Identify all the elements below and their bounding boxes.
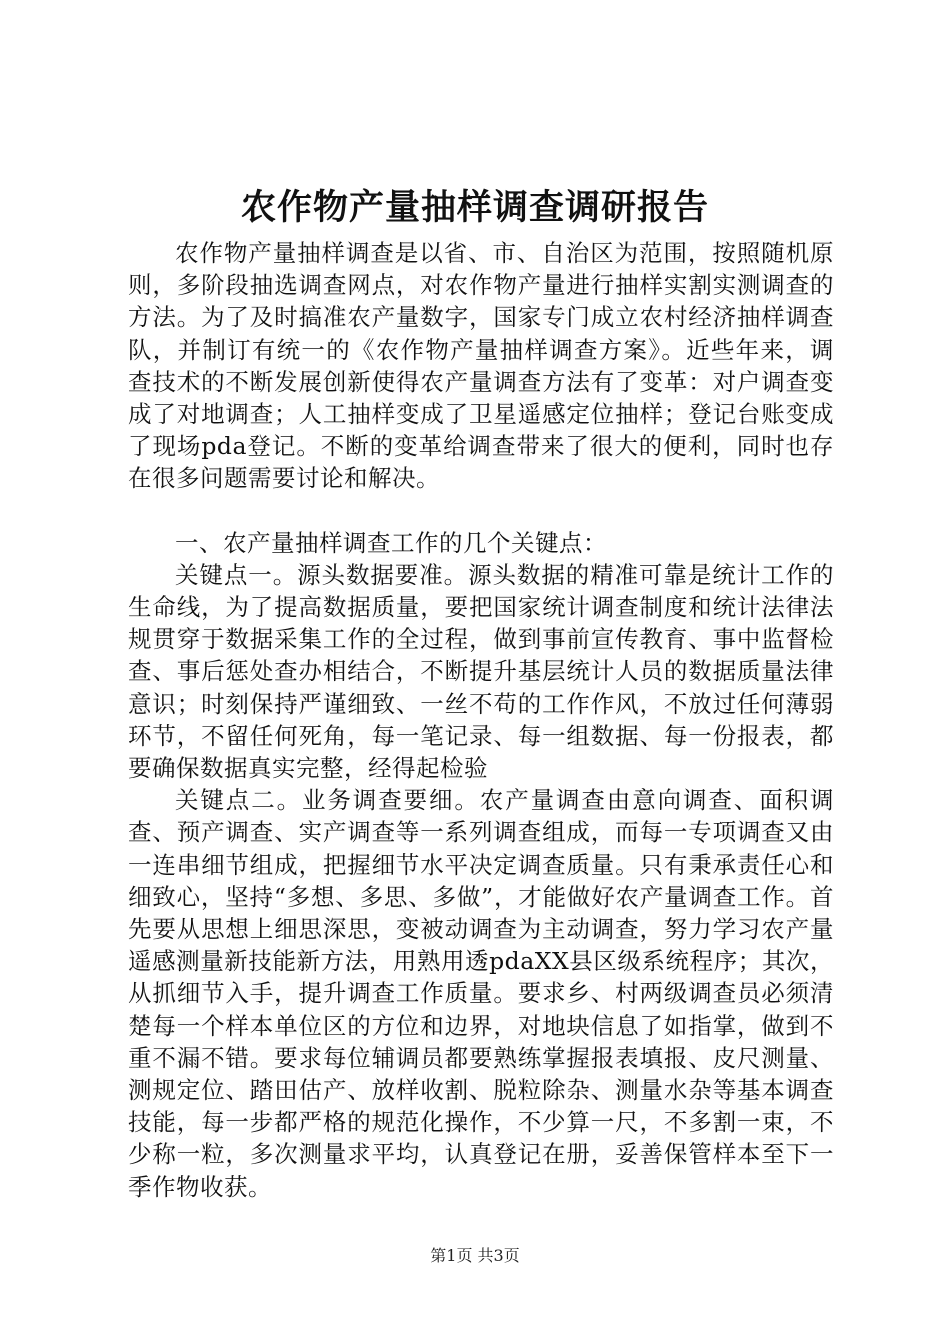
- document-body: [128, 237, 834, 1203]
- document-title: 农作物产量抽样调查调研报告: [240, 187, 709, 228]
- section-heading: 一、农产量抽样调查工作的几个关键点：: [175, 528, 607, 557]
- intro-paragraph: 农作物产量抽样调查是以省、市、自治区为范围，按照随机原则，多阶段抽选调查网点，对农作物产量进行抽样实割实测调查的方法。为了及时搞准农产量数字，国家专门成立农村经济抽样调查队，并制订有统一的《农作物产量抽样调查方案》。近些年来，调查技术的不断发展创新使得农产量调查方法有了变革：对户调查变成了对地调查；人工抽样变成了卫星遥感定位抽样；登记台账变成了现场pda登记。不断的变革给调查带来了很大的便利，同时也存在很多问题需要讨论和解决。: [128, 239, 834, 493]
- key-point-one-paragraph: 关键点一。源头数据要准。源头数据的精准可靠是统计工作的生命线，为了提高数据质量，要把国家统计调查制度和统计法律法规贯穿于数据采集工作的全过程，做到事前宣传教育、事中监督检查、事后惩处查办相结合，不断提升基层统计人员的数据质量法律意识；时刻保持严谨细致、一丝不苟的工作作风，不放过任何薄弱环节，不留任何死角，每一笔记录、每一组数据、每一份报表，都要确保数据真实完整，经得起检验: [128, 560, 834, 783]
- key-point-two-paragraph: 关键点二。业务调查要细。农产量调查由意向调查、面积调查、预产调查、实产调查等一系列调查组成，而每一专项调查又由一连串细节组成，把握细节水平决定调查质量。只有秉承责任心和细致心，坚持“多想、多思、多做”，才能做好农产量调查工作。首先要从思想上细思深思，变被动调查为主动调查，努力学习农产量遥感测量新技能新方法，用熟用透pdaXX县区级系统程序；其次，从抓细节入手，提升调查工作质量。要求乡、村两级调查员必须清楚每一个样本单位区的方位和边界，对地块信息了如指掌，做到不重不漏不错。要求每位辅调员都要熟练掌握报表填报、皮尺测量、测规定位、踏田估产、放样收割、脱粒除杂、测量水杂等基本调查技能，每一步都严格的规范化操作，不少算一尺，不多割一束，不少称一粒，多次测量求平均，认真登记在册，妥善保管样本至下一季作物收获。: [128, 786, 834, 1201]
- page-number-footer: 第1页 共3页: [430, 1246, 520, 1265]
